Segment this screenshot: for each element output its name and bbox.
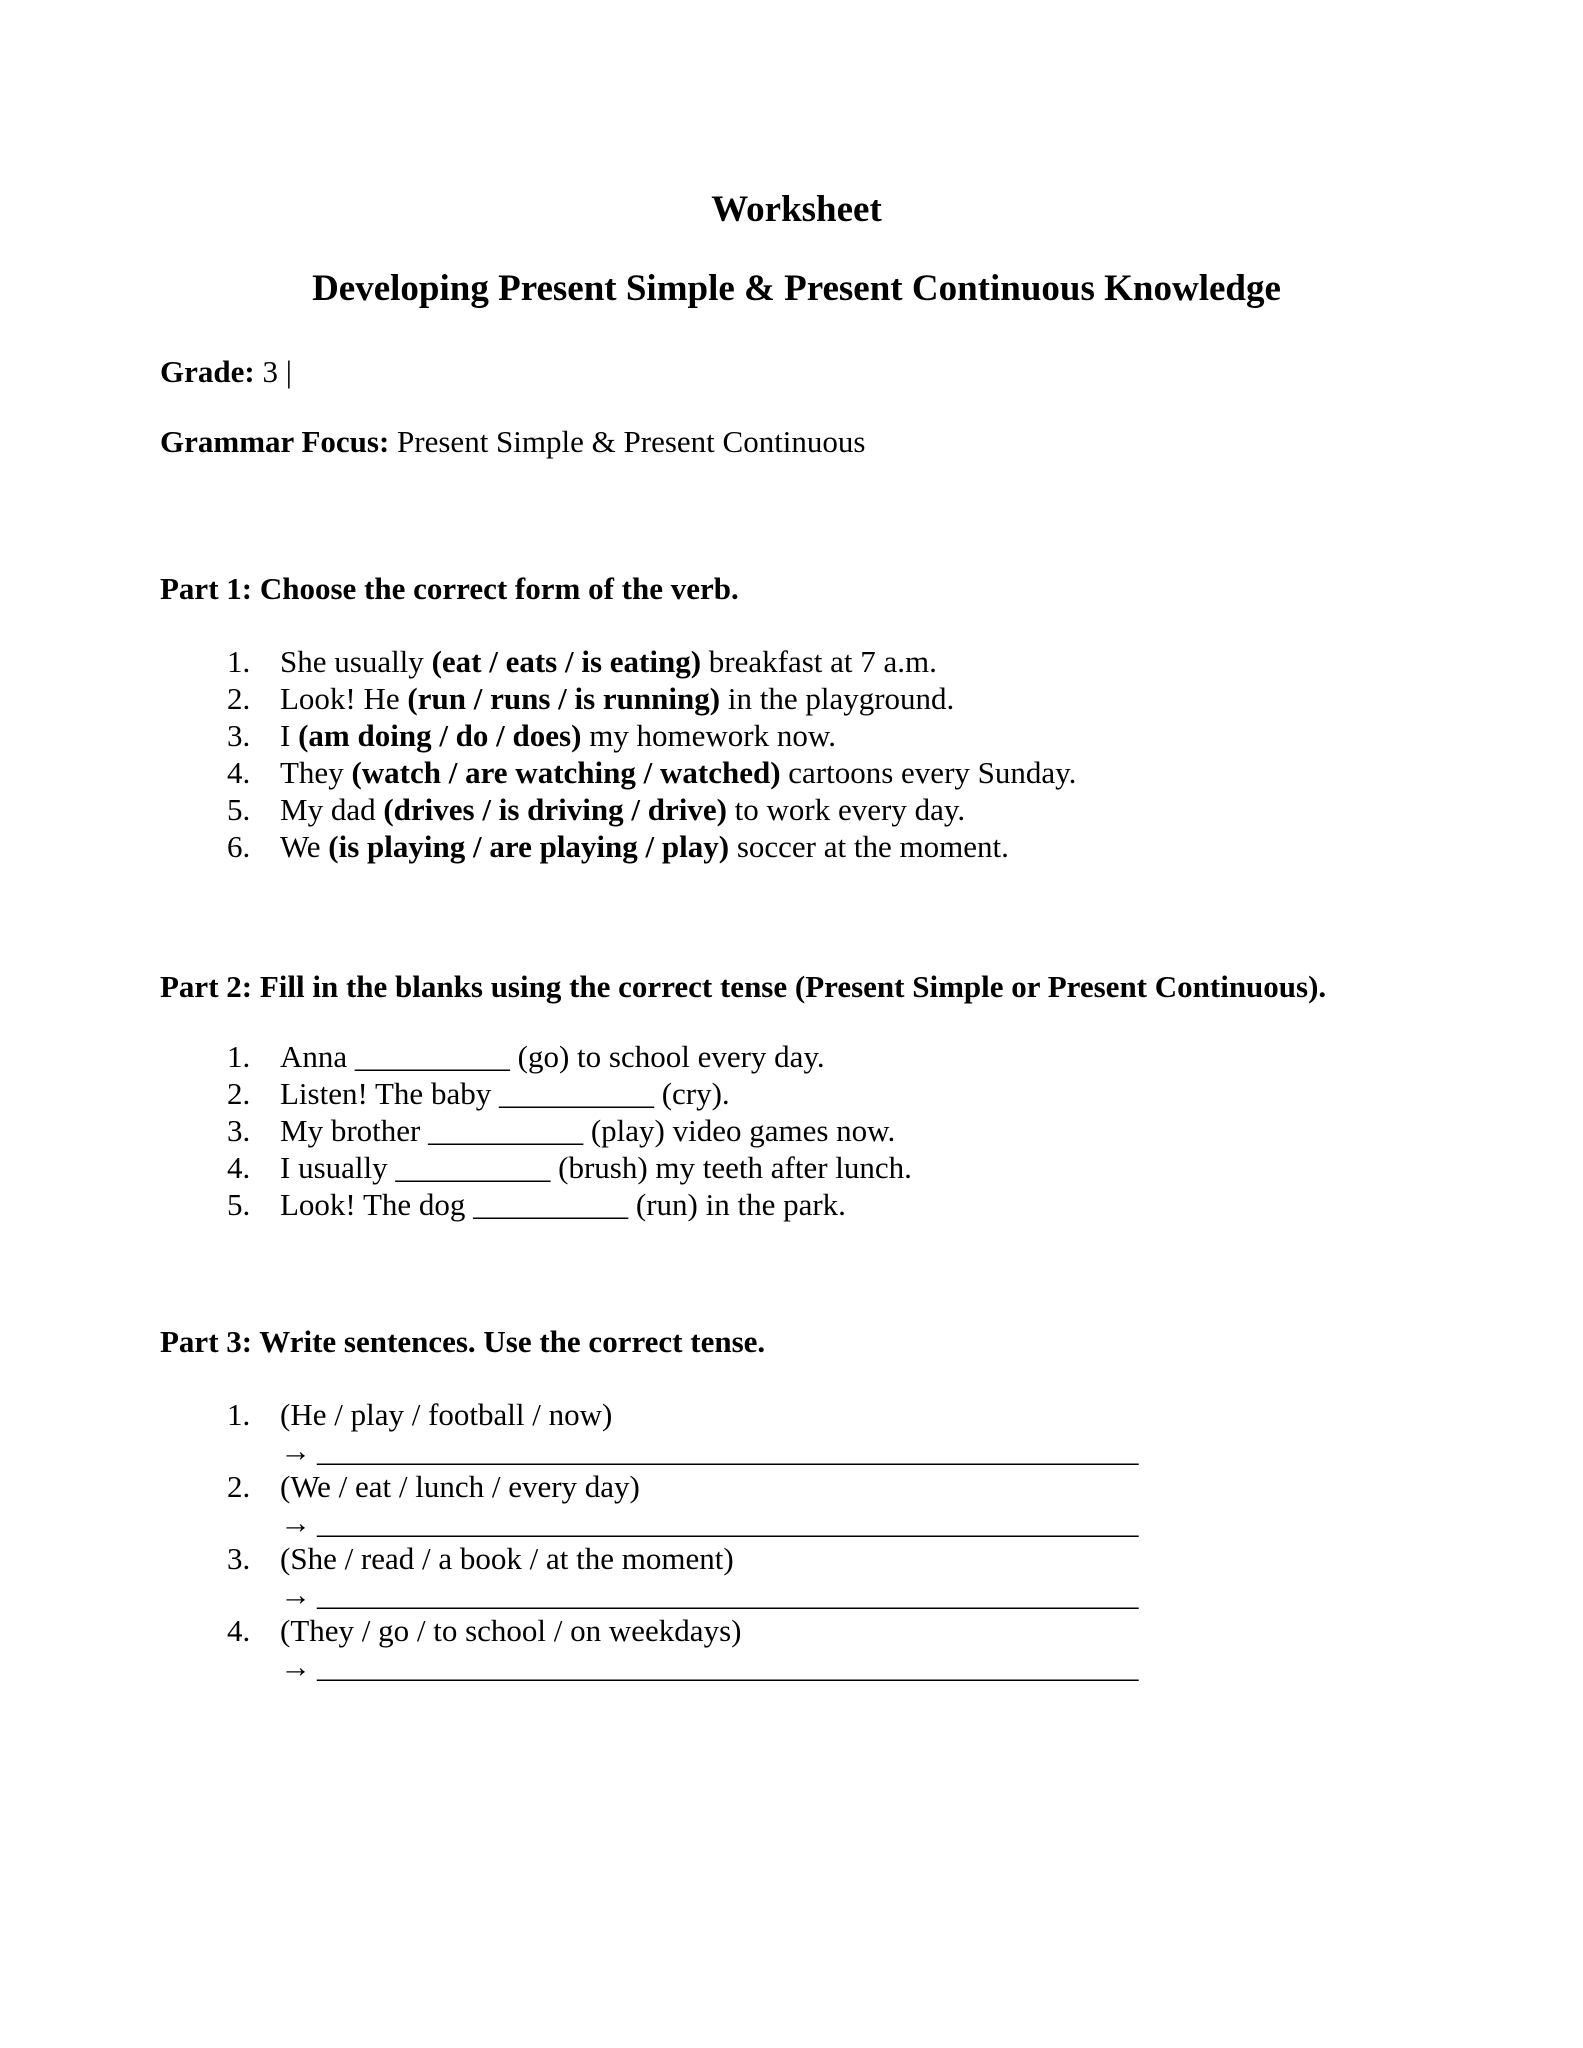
part-1-list <box>227 643 1433 865</box>
page-subtitle: Developing Present Simple & Present Continuous Knowledge <box>312 268 1281 309</box>
item-text: Look! The dog __________ (run) in the park. <box>280 1187 846 1222</box>
list-item <box>227 1075 1433 1112</box>
verb-options: (is playing / are playing / play) <box>328 829 730 864</box>
item-line <box>227 791 1433 828</box>
arrow-icon: → <box>280 1649 311 1684</box>
item-line <box>227 1613 1433 1649</box>
item-number: 1. <box>227 644 251 679</box>
grammar-focus-label: Grammar Focus: <box>160 424 390 459</box>
item-number: 4. <box>227 755 251 790</box>
item-text <box>280 643 1433 680</box>
list-item <box>227 1613 1433 1685</box>
item-line <box>227 1541 1433 1577</box>
answer-line <box>280 1649 1433 1685</box>
sentence-text: We <box>280 829 329 864</box>
item-number: 3. <box>227 718 251 753</box>
item-text: (We / eat / lunch / every day) <box>280 1469 640 1504</box>
item-line <box>227 1186 1433 1223</box>
item-number: 5. <box>227 792 251 827</box>
item-text: (He / play / football / now) <box>280 1397 613 1432</box>
item-line <box>227 1469 1433 1505</box>
arrow-icon: → <box>280 1577 311 1612</box>
grade-line <box>160 353 1433 390</box>
sentence-text: She usually <box>280 644 432 679</box>
verb-options: (run / runs / is running) <box>407 681 721 716</box>
list-item <box>227 1469 1433 1541</box>
sentence-text: They <box>280 755 352 790</box>
verb-options: (watch / are watching / watched) <box>351 755 781 790</box>
item-number: 3. <box>227 1541 251 1576</box>
sentence-text: Look! He <box>280 681 408 716</box>
page-title: Worksheet <box>711 189 882 230</box>
list-item <box>227 717 1433 754</box>
item-line <box>227 643 1433 680</box>
sentence-text: my homework now. <box>581 718 837 753</box>
item-text: My brother __________ (play) video games now. <box>280 1113 896 1148</box>
item-text <box>280 680 1433 717</box>
answer-blank: _____________________________________________________ <box>317 1433 1139 1468</box>
item-text: Listen! The baby __________ (cry). <box>280 1076 730 1111</box>
item-number: 5. <box>227 1187 251 1222</box>
sentence-text: soccer at the moment. <box>729 829 1009 864</box>
item-number: 3. <box>227 1113 251 1148</box>
answer-line <box>280 1505 1433 1541</box>
sentence-text: I <box>280 718 299 753</box>
item-number: 4. <box>227 1613 251 1648</box>
list-item <box>227 828 1433 865</box>
item-line <box>227 754 1433 791</box>
item-line <box>227 1038 1433 1075</box>
item-line <box>227 828 1433 865</box>
part-1-section <box>160 570 1433 865</box>
item-text: (She / read / a book / at the moment) <box>280 1541 734 1576</box>
item-line <box>227 680 1433 717</box>
part-2-section <box>160 968 1433 1223</box>
list-item <box>227 1112 1433 1149</box>
part-3-section <box>160 1323 1433 1685</box>
part-2-list <box>227 1038 1433 1223</box>
list-item <box>227 1541 1433 1613</box>
list-item <box>227 791 1433 828</box>
item-text: (They / go / to school / on weekdays) <box>280 1613 742 1648</box>
item-line <box>227 1075 1433 1112</box>
sentence-text: My dad <box>280 792 384 827</box>
part-2-heading: Part 2: Fill in the blanks using the correct tense (Present Simple or Present Continuous). <box>160 969 1327 1004</box>
list-item <box>227 1149 1433 1186</box>
item-text <box>280 754 1433 791</box>
part-3-heading: Part 3: Write sentences. Use the correct tense. <box>160 1324 766 1359</box>
item-line <box>227 1149 1433 1186</box>
arrow-icon: → <box>280 1505 311 1540</box>
list-item <box>227 1186 1433 1223</box>
sentence-text: in the playground. <box>720 681 955 716</box>
answer-blank: _____________________________________________________ <box>317 1577 1139 1612</box>
item-number: 4. <box>227 1150 251 1185</box>
answer-blank: _____________________________________________________ <box>317 1649 1139 1684</box>
item-number: 2. <box>227 1076 251 1111</box>
grade-value: 3 | <box>262 354 292 389</box>
item-text: Anna __________ (go) to school every day. <box>280 1039 825 1074</box>
item-number: 6. <box>227 829 251 864</box>
arrow-icon: → <box>280 1433 311 1468</box>
item-line <box>227 1112 1433 1149</box>
item-number: 1. <box>227 1039 251 1074</box>
item-number: 1. <box>227 1397 251 1432</box>
grade-label: Grade: <box>160 354 255 389</box>
verb-options: (eat / eats / is eating) <box>431 644 702 679</box>
list-item <box>227 1397 1433 1469</box>
item-text <box>280 791 1433 828</box>
sentence-text: cartoons every Sunday. <box>780 755 1077 790</box>
item-text <box>280 828 1433 865</box>
list-item <box>227 680 1433 717</box>
answer-line <box>280 1433 1433 1469</box>
grammar-focus-value: Present Simple & Present Continuous <box>397 424 866 459</box>
item-text: I usually __________ (brush) my teeth after lunch. <box>280 1150 912 1185</box>
item-number: 2. <box>227 1469 251 1504</box>
grammar-focus-line <box>160 423 1433 460</box>
list-item <box>227 1038 1433 1075</box>
sentence-text: breakfast at 7 a.m. <box>701 644 937 679</box>
item-line <box>227 1397 1433 1433</box>
part-1-heading: Part 1: Choose the correct form of the verb. <box>160 571 739 606</box>
answer-blank: _____________________________________________________ <box>317 1505 1139 1540</box>
part-3-list <box>227 1397 1433 1685</box>
verb-options: (drives / is driving / drive) <box>383 792 727 827</box>
verb-options: (am doing / do / does) <box>298 718 582 753</box>
item-number: 2. <box>227 681 251 716</box>
list-item <box>227 754 1433 791</box>
item-text <box>280 717 1433 754</box>
item-line <box>227 717 1433 754</box>
answer-line <box>280 1577 1433 1613</box>
sentence-text: to work every day. <box>726 792 966 827</box>
list-item <box>227 643 1433 680</box>
